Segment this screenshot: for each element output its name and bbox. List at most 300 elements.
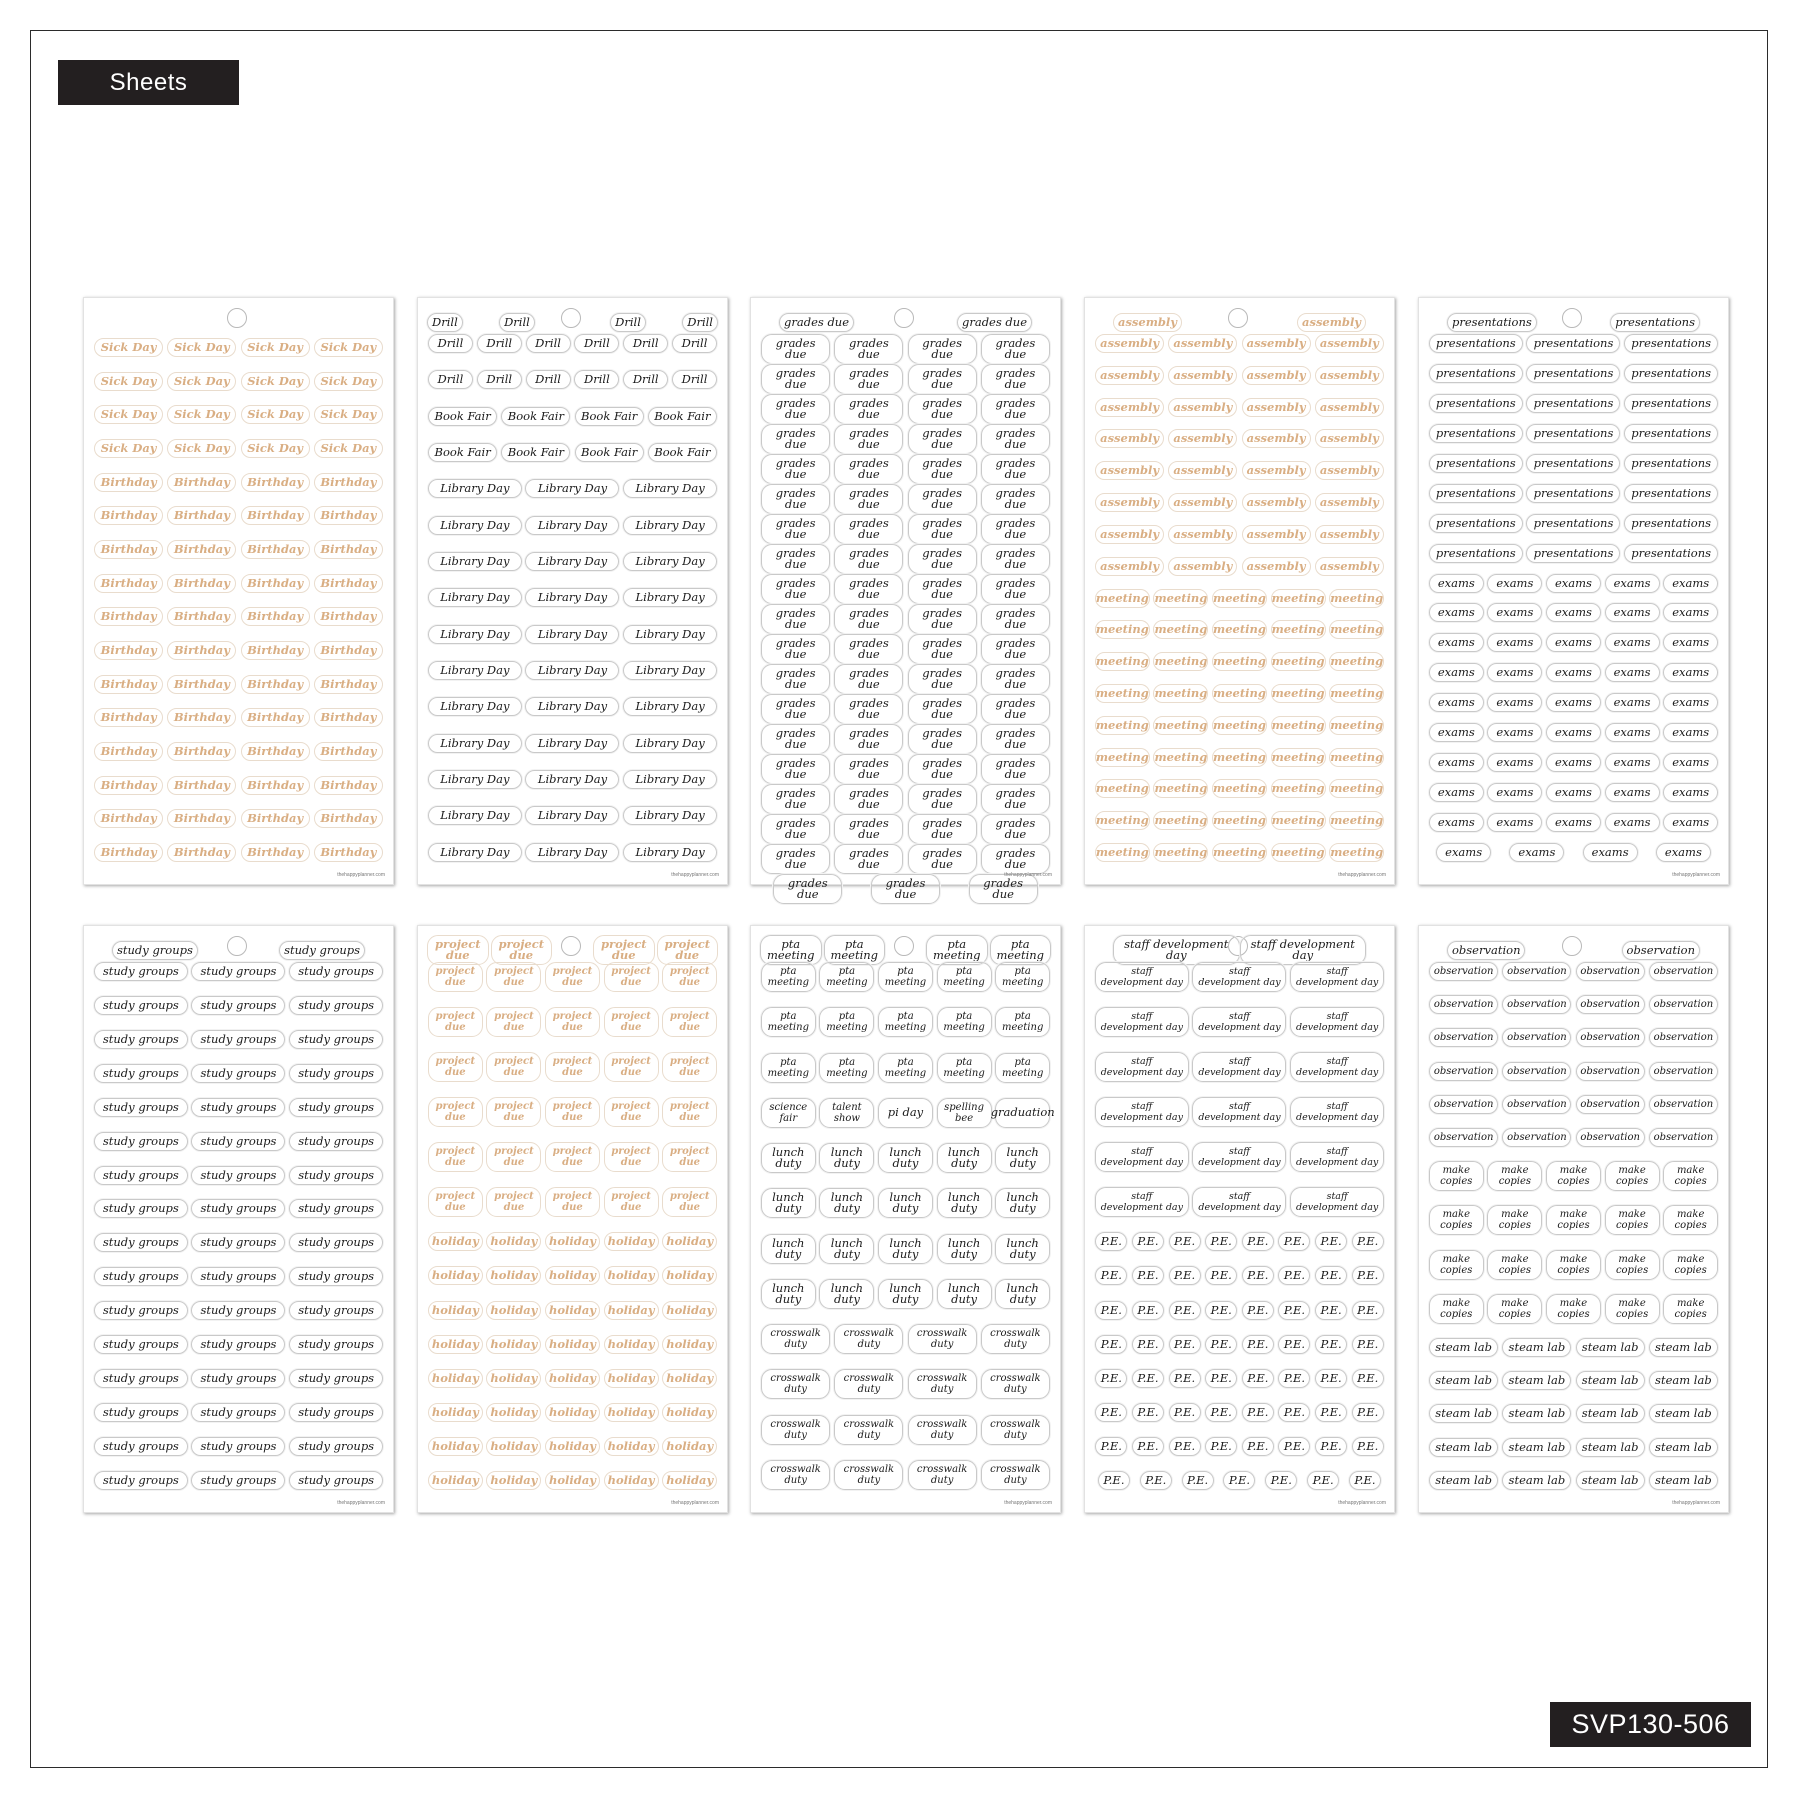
sticker: holiday — [604, 1301, 659, 1320]
sticker: Birthday — [94, 675, 163, 694]
sticker: steam lab — [1502, 1338, 1571, 1357]
sticker: exams — [1663, 753, 1718, 772]
sticker: study groups — [94, 1471, 188, 1490]
sticker: P.E. — [1095, 1301, 1127, 1320]
sticker: grades due — [834, 754, 903, 784]
sheet-header-row — [759, 310, 1052, 334]
sticker: study groups — [191, 996, 285, 1015]
sticker: lunch duty — [819, 1143, 874, 1173]
sticker: make copies — [1429, 1294, 1484, 1324]
sticker: meeting — [1271, 779, 1326, 798]
sticker: steam lab — [1649, 1404, 1718, 1423]
sticker: P.E. — [1315, 1369, 1347, 1388]
sticker: meeting — [1271, 684, 1326, 703]
sticker: project due — [545, 1097, 600, 1127]
sheet-header-row — [426, 310, 719, 334]
sticker: Library Day — [623, 661, 717, 680]
sticker: assembly — [1242, 493, 1311, 512]
sticker-grid — [1093, 962, 1386, 1490]
sticker: Drill — [477, 334, 522, 353]
sticker: holiday — [486, 1437, 541, 1456]
sticker: make copies — [1663, 1161, 1718, 1191]
sticker: exams — [1487, 633, 1542, 652]
sticker: project due — [428, 1097, 483, 1127]
sticker: assembly — [1095, 525, 1164, 544]
sticker: pta meeting — [926, 935, 988, 965]
sticker: meeting — [1329, 589, 1384, 608]
sticker: holiday — [428, 1335, 483, 1354]
sticker: project due — [604, 1187, 659, 1217]
sticker: observation — [1429, 995, 1498, 1014]
sticker: grades due — [834, 454, 903, 484]
sticker: study groups — [289, 996, 383, 1015]
sticker: observation — [1576, 1128, 1645, 1147]
sticker: Library Day — [623, 552, 717, 571]
sticker: P.E. — [1205, 1437, 1237, 1456]
sticker-grid — [1093, 334, 1386, 862]
sticker: Sick Day — [314, 405, 383, 424]
sticker: Birthday — [94, 776, 163, 795]
product-sku-tag: SVP130-506 — [1550, 1702, 1751, 1747]
sticker: grades due — [834, 724, 903, 754]
sticker: grades due — [981, 664, 1050, 694]
sticker: meeting — [1153, 779, 1208, 798]
sticker: holiday — [428, 1301, 483, 1320]
sticker: presentations — [1526, 394, 1620, 413]
sticker: staff development day — [1290, 1097, 1384, 1127]
sticker: Birthday — [94, 809, 163, 828]
sticker: P.E. — [1132, 1335, 1164, 1354]
sticker-sheet — [417, 297, 728, 885]
sticker: assembly — [1168, 461, 1237, 480]
sticker-sheet — [750, 925, 1061, 1513]
sticker: grades due — [969, 874, 1038, 904]
sticker: project due — [662, 1007, 717, 1037]
sticker: Birthday — [241, 574, 310, 593]
sticker: grades due — [981, 424, 1050, 454]
sticker: make copies — [1546, 1294, 1601, 1324]
sticker: presentations — [1429, 424, 1523, 443]
sticker: project due — [486, 1052, 541, 1082]
sticker: P.E. — [1205, 1403, 1237, 1422]
sticker: meeting — [1329, 620, 1384, 639]
sticker: grades due — [981, 514, 1050, 544]
sticker: grades due — [834, 784, 903, 814]
sticker: Library Day — [623, 770, 717, 789]
sticker: staff development day — [1192, 962, 1286, 992]
sticker: steam lab — [1649, 1438, 1718, 1457]
sticker: P.E. — [1242, 1232, 1274, 1251]
sticker: P.E. — [1223, 1471, 1255, 1490]
sticker: observation — [1576, 1028, 1645, 1047]
sticker: assembly — [1242, 398, 1311, 417]
sticker: holiday — [486, 1471, 541, 1490]
sticker: presentations — [1526, 334, 1620, 353]
sticker: crosswalk duty — [981, 1460, 1050, 1490]
sticker: project due — [486, 1007, 541, 1037]
sticker: Sick Day — [167, 338, 236, 357]
sticker: observation — [1576, 995, 1645, 1014]
sticker: holiday — [486, 1369, 541, 1388]
sticker: exams — [1605, 663, 1660, 682]
sticker: study groups — [94, 1369, 188, 1388]
sticker: P.E. — [1169, 1335, 1201, 1354]
sticker: assembly — [1242, 334, 1311, 353]
sticker: P.E. — [1352, 1232, 1384, 1251]
sticker: P.E. — [1205, 1301, 1237, 1320]
sticker: study groups — [94, 962, 188, 981]
brand-footer: thehappyplanner.com — [671, 872, 719, 878]
sticker: Birthday — [241, 641, 310, 660]
sticker: Book Fair — [648, 443, 717, 462]
sticker: P.E. — [1242, 1335, 1274, 1354]
sticker: assembly — [1168, 525, 1237, 544]
sticker: graduation — [995, 1098, 1050, 1128]
sticker: grades due — [981, 394, 1050, 424]
sticker: Library Day — [525, 479, 619, 498]
sticker: meeting — [1095, 652, 1150, 671]
sticker: exams — [1663, 603, 1718, 622]
sticker: P.E. — [1132, 1232, 1164, 1251]
sticker: Birthday — [314, 540, 383, 559]
sticker: project due — [657, 935, 719, 965]
sticker: P.E. — [1169, 1232, 1201, 1251]
sticker: P.E. — [1132, 1437, 1164, 1456]
sticker: meeting — [1095, 684, 1150, 703]
sticker: steam lab — [1649, 1471, 1718, 1490]
sticker: P.E. — [1132, 1301, 1164, 1320]
sticker: study groups — [94, 1166, 188, 1185]
sticker: P.E. — [1095, 1335, 1127, 1354]
sticker: Birthday — [241, 809, 310, 828]
sticker: Book Fair — [428, 443, 497, 462]
sticker: study groups — [191, 1301, 285, 1320]
sticker: holiday — [545, 1403, 600, 1422]
sticker: project due — [428, 1007, 483, 1037]
sticker: project due — [428, 1052, 483, 1082]
sticker: presentations — [1429, 334, 1523, 353]
sticker: grades due — [834, 604, 903, 634]
sticker: P.E. — [1352, 1369, 1384, 1388]
sticker: assembly — [1095, 366, 1164, 385]
sticker-grid — [1427, 334, 1720, 862]
sticker: grades due — [761, 514, 830, 544]
sticker: exams — [1546, 574, 1601, 593]
sticker: observation — [1576, 962, 1645, 981]
sticker: Birthday — [241, 776, 310, 795]
sticker: P.E. — [1278, 1232, 1310, 1251]
sticker: project due — [486, 962, 541, 992]
sticker: exams — [1605, 723, 1660, 742]
sticker: observation — [1576, 1095, 1645, 1114]
sticker: make copies — [1487, 1294, 1542, 1324]
sticker: Birthday — [167, 473, 236, 492]
sticker: holiday — [428, 1437, 483, 1456]
sticker: meeting — [1153, 620, 1208, 639]
brand-footer: thehappyplanner.com — [337, 872, 385, 878]
sticker: P.E. — [1242, 1369, 1274, 1388]
sticker: pta meeting — [937, 1053, 992, 1083]
sticker: holiday — [662, 1369, 717, 1388]
sticker: Drill — [672, 370, 717, 389]
sticker: study groups — [191, 1030, 285, 1049]
sticker: assembly — [1113, 313, 1182, 332]
sticker: Library Day — [525, 770, 619, 789]
sticker: holiday — [662, 1437, 717, 1456]
sticker: lunch duty — [819, 1279, 874, 1309]
sticker: science fair — [761, 1098, 816, 1128]
sticker: P.E. — [1098, 1471, 1130, 1490]
sticker: study groups — [191, 1437, 285, 1456]
sticker-sheet — [1418, 925, 1729, 1513]
sticker: study groups — [289, 1098, 383, 1117]
sticker: assembly — [1242, 461, 1311, 480]
sticker: holiday — [604, 1266, 659, 1285]
sticker: pta meeting — [878, 1053, 933, 1083]
sticker: observation — [1502, 1062, 1571, 1081]
sticker: crosswalk duty — [908, 1460, 977, 1490]
sticker: assembly — [1315, 493, 1384, 512]
sticker: project due — [604, 1052, 659, 1082]
sticker: holiday — [428, 1471, 483, 1490]
sticker: presentations — [1526, 484, 1620, 503]
sticker: grades due — [761, 724, 830, 754]
sticker: exams — [1429, 663, 1484, 682]
sticker: P.E. — [1182, 1471, 1214, 1490]
sticker: Library Day — [428, 770, 522, 789]
sticker: grades due — [834, 574, 903, 604]
sticker: Sick Day — [241, 338, 310, 357]
sticker: steam lab — [1429, 1471, 1498, 1490]
sticker: meeting — [1153, 748, 1208, 767]
sticker: meeting — [1153, 716, 1208, 735]
sticker: P.E. — [1315, 1301, 1347, 1320]
sticker: meeting — [1329, 748, 1384, 767]
sticker: exams — [1436, 843, 1491, 862]
sticker: holiday — [428, 1369, 483, 1388]
sticker: grades due — [908, 604, 977, 634]
sticker: assembly — [1315, 525, 1384, 544]
sticker: presentations — [1624, 514, 1718, 533]
sticker: grades due — [908, 814, 977, 844]
sticker: Birthday — [314, 809, 383, 828]
sticker: P.E. — [1315, 1266, 1347, 1285]
sticker: exams — [1546, 723, 1601, 742]
sticker: exams — [1429, 783, 1484, 802]
sticker: Birthday — [314, 473, 383, 492]
sticker: assembly — [1315, 334, 1384, 353]
sticker: holiday — [604, 1437, 659, 1456]
sticker: holiday — [662, 1266, 717, 1285]
sticker: grades due — [834, 394, 903, 424]
sticker: Birthday — [167, 708, 236, 727]
sticker: Birthday — [314, 742, 383, 761]
sticker: study groups — [289, 1369, 383, 1388]
sticker: make copies — [1429, 1250, 1484, 1280]
sticker: study groups — [94, 1403, 188, 1422]
sticker: Birthday — [314, 641, 383, 660]
sticker: lunch duty — [761, 1188, 816, 1218]
sticker: staff development day — [1290, 1187, 1384, 1217]
sheet-header-row — [92, 938, 385, 962]
sticker: grades due — [981, 844, 1050, 874]
sticker: project due — [604, 962, 659, 992]
sticker: grades due — [761, 334, 830, 364]
sticker: staff development day — [1192, 1007, 1286, 1037]
sticker: grades due — [908, 424, 977, 454]
sticker: presentations — [1624, 544, 1718, 563]
sticker: meeting — [1095, 843, 1150, 862]
sticker: study groups — [191, 1369, 285, 1388]
sticker: Library Day — [623, 479, 717, 498]
sticker: grades due — [834, 844, 903, 874]
sticker: pta meeting — [995, 1053, 1050, 1083]
sticker: Book Fair — [501, 407, 570, 426]
sticker: lunch duty — [819, 1188, 874, 1218]
sticker: lunch duty — [937, 1279, 992, 1309]
sticker: pta meeting — [761, 962, 816, 992]
sticker: Birthday — [314, 675, 383, 694]
sticker: Drill — [623, 370, 668, 389]
sticker: exams — [1605, 753, 1660, 772]
sticker: meeting — [1329, 811, 1384, 830]
sticker: lunch duty — [937, 1234, 992, 1264]
sticker: lunch duty — [819, 1234, 874, 1264]
sticker: Library Day — [525, 661, 619, 680]
sticker: Library Day — [428, 516, 522, 535]
sticker: Birthday — [167, 641, 236, 660]
sticker: P.E. — [1242, 1301, 1274, 1320]
sticker: make copies — [1605, 1205, 1660, 1235]
sticker: observation — [1502, 1028, 1571, 1047]
sticker: grades due — [834, 664, 903, 694]
sticker: meeting — [1212, 589, 1267, 608]
sticker: project due — [662, 1052, 717, 1082]
sticker: holiday — [486, 1301, 541, 1320]
sticker: staff development day — [1113, 935, 1240, 965]
sticker: P.E. — [1315, 1403, 1347, 1422]
sticker: meeting — [1329, 716, 1384, 735]
sticker: P.E. — [1169, 1301, 1201, 1320]
sticker: meeting — [1329, 843, 1384, 862]
sticker: assembly — [1242, 557, 1311, 576]
sticker: exams — [1656, 843, 1711, 862]
sticker: study groups — [191, 1064, 285, 1083]
sticker: talent show — [819, 1098, 874, 1128]
sticker: study groups — [191, 1267, 285, 1286]
sticker: lunch duty — [995, 1143, 1050, 1173]
sticker: exams — [1487, 663, 1542, 682]
sticker: study groups — [191, 1233, 285, 1252]
sticker: exams — [1663, 723, 1718, 742]
sticker: holiday — [662, 1232, 717, 1251]
sticker: exams — [1429, 633, 1484, 652]
sticker: exams — [1546, 753, 1601, 772]
sticker: Birthday — [94, 742, 163, 761]
sticker: study groups — [289, 1030, 383, 1049]
sticker: steam lab — [1502, 1438, 1571, 1457]
sticker: meeting — [1095, 748, 1150, 767]
sticker: steam lab — [1502, 1404, 1571, 1423]
hang-hole — [227, 308, 247, 328]
sticker: holiday — [428, 1266, 483, 1285]
sticker: make copies — [1546, 1205, 1601, 1235]
sticker: Birthday — [167, 809, 236, 828]
sticker: study groups — [191, 1403, 285, 1422]
sticker: study groups — [94, 1301, 188, 1320]
sticker: Birthday — [314, 776, 383, 795]
sticker: presentations — [1429, 514, 1523, 533]
sticker: presentations — [1526, 454, 1620, 473]
sticker: study groups — [289, 1437, 383, 1456]
sticker: assembly — [1095, 493, 1164, 512]
sticker: Book Fair — [648, 407, 717, 426]
sticker: assembly — [1095, 334, 1164, 353]
sticker: grades due — [908, 484, 977, 514]
sticker: assembly — [1095, 429, 1164, 448]
sticker: make copies — [1605, 1161, 1660, 1191]
sticker: study groups — [94, 1064, 188, 1083]
sticker: grades due — [761, 544, 830, 574]
section-title-tag: Sheets — [58, 60, 239, 105]
sticker: Birthday — [94, 607, 163, 626]
sticker: make copies — [1487, 1205, 1542, 1235]
sticker: holiday — [486, 1335, 541, 1354]
sticker: observation — [1429, 1062, 1498, 1081]
sticker: P.E. — [1205, 1266, 1237, 1285]
sticker: observation — [1649, 1062, 1718, 1081]
sticker: P.E. — [1132, 1403, 1164, 1422]
sticker: presentations — [1624, 364, 1718, 383]
sticker: meeting — [1212, 716, 1267, 735]
sticker: grades due — [834, 814, 903, 844]
sticker: exams — [1663, 693, 1718, 712]
sticker-sheet — [1084, 925, 1395, 1513]
sticker-sheet — [417, 925, 728, 1513]
sticker: pta meeting — [760, 935, 822, 965]
sticker: project due — [545, 962, 600, 992]
brand-footer: thehappyplanner.com — [1338, 1500, 1386, 1506]
sticker: meeting — [1095, 620, 1150, 639]
brand-footer: thehappyplanner.com — [1004, 872, 1052, 878]
sticker: project due — [545, 1052, 600, 1082]
sticker: presentations — [1624, 454, 1718, 473]
sticker: Birthday — [241, 473, 310, 492]
sticker: study groups — [191, 1098, 285, 1117]
sticker: assembly — [1242, 429, 1311, 448]
sticker: holiday — [545, 1266, 600, 1285]
sticker: exams — [1487, 723, 1542, 742]
sticker: grades due — [981, 724, 1050, 754]
sticker: P.E. — [1095, 1266, 1127, 1285]
sticker: grades due — [834, 694, 903, 724]
sticker: observation — [1447, 941, 1525, 960]
sticker: exams — [1429, 753, 1484, 772]
sticker: assembly — [1168, 366, 1237, 385]
sticker: Library Day — [428, 552, 522, 571]
sticker: assembly — [1095, 398, 1164, 417]
sheet-header-row — [759, 938, 1052, 962]
sticker: meeting — [1329, 779, 1384, 798]
sticker: make copies — [1605, 1250, 1660, 1280]
sticker: Birthday — [167, 675, 236, 694]
sticker: Book Fair — [501, 443, 570, 462]
sticker: make copies — [1605, 1294, 1660, 1324]
sticker: project due — [662, 1142, 717, 1172]
sticker: grades due — [761, 844, 830, 874]
sticker: Drill — [526, 370, 571, 389]
sticker: holiday — [545, 1437, 600, 1456]
